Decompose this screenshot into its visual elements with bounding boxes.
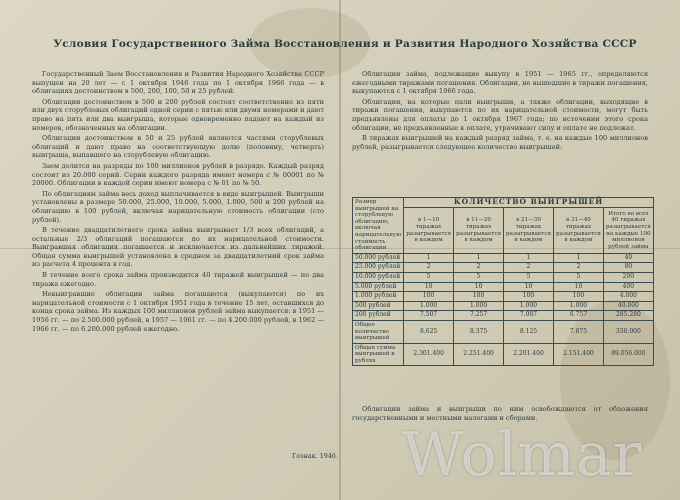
- paragraph: В тиражах выигрышей на каждый разряд займа, т. е. на каждые 100 миллионов рублей, разыгрывается следующее количество выигрышей:: [352, 134, 648, 151]
- paragraph: Облигации достоинством в 500 и 200 рублей состоят соответственно из пяти или двух сторублевых облигаций одной серии с пятью или двумя номерами и дают право на пять или два выигрыша, которые одновременно падают на каждый из номеров, обозначенных на облигации.: [32, 97, 324, 132]
- paragraph: Невыигравшие облигации займа погашаются (выкупаются) по их нарицательной стоимости с 1 октября 1951 года в течение 15 лет, оставшихся до конца срока займа. Из каждых 100 миллионов рублей займа выкупается: в 1951 — 1956 гг. — по 2.500.000 рублей, в 1957 — 1961 гг. — по 4.200.000 рублей, в 1962 — 1966 гг. — по 6.200.000 рублей ежегодно.: [32, 290, 324, 333]
- table-cell: 2.201.400: [504, 343, 554, 366]
- table-cell: 5: [404, 272, 454, 282]
- vertical-fold: [339, 0, 341, 500]
- table-cell: 1.000: [553, 301, 603, 311]
- table-cell: 1: [404, 253, 454, 263]
- table-summary-row: [353, 320, 654, 343]
- table-cell: Общая сумма выигрышей в рублях: [353, 343, 404, 366]
- table-cell: 1: [504, 253, 554, 263]
- table-cell: 2.151.400: [553, 343, 603, 366]
- table-cell: 100: [504, 292, 554, 302]
- document-title: Условия Государственного Займа Восстановления и Развития Народного Хозяйства СССР: [53, 38, 637, 50]
- table-col-header: в 31—40 тиражах разыгрывается в каждом: [553, 208, 603, 254]
- table-cell: 285.280: [603, 311, 653, 321]
- paragraph: Государственный Заем Восстановления и Развития Народного Хозяйства СССР выпущен на 20 лет — с 1 октября 1946 года по 1 октября 1966 года — в облигациях достоинством в 500, 200, 100, 50 и 25 рублей.: [32, 70, 324, 96]
- table-cell: 10: [504, 282, 554, 292]
- table-cell: 1: [553, 253, 603, 263]
- table-cell: 200: [603, 272, 653, 282]
- paragraph: По облигациям займа весь доход выплачивается в виде выигрышей. Выигрыши установлены в размере 50.000, 25.000, 10.000, 5.000, 1.000, 500 и 200 рублей на облигацию в 100 рублей, включая нарицательную стоимость облигации (сто рублей).: [32, 189, 324, 224]
- table-cell: 5.000 рублей: [353, 282, 404, 292]
- table-cell: 1.000: [404, 301, 454, 311]
- printer-imprint: Гознак. 1946.: [292, 452, 338, 460]
- table-cell: 2.251.400: [454, 343, 504, 366]
- table-cell: Общее количество выигрышей: [353, 320, 404, 343]
- table-cell: 400: [603, 282, 653, 292]
- table-row: [353, 282, 654, 292]
- table-row: [353, 311, 654, 321]
- table-cell: 25.000 рублей: [353, 263, 404, 273]
- table-col-header: Размер выигрышей на сторублевую облигацию, включая нарицательную стоимость облигации: [353, 198, 404, 254]
- table-cell: 1.000 рублей: [353, 292, 404, 302]
- table-col-header: в 11—20 тиражах разыгрывается в каждом: [454, 208, 504, 254]
- table-cell: 1.000: [454, 301, 504, 311]
- watermark-logo: Wolmar: [402, 420, 643, 490]
- table-row: [353, 253, 654, 263]
- paragraph: Облигации займа, подлежащие выкупу в 1951 — 1965 гг., определяются ежегодными тиражами погашения. Облигации, не вышедшие в тиражи погашения, выкупаются с 1 октября 1966 года.: [352, 70, 648, 96]
- table-cell: 2: [553, 263, 603, 273]
- table-cell: 2: [454, 263, 504, 273]
- table-cell: 6.757: [553, 311, 603, 321]
- tax-exemption-paragraph: Облигации займа и выигрыши по ним освобождаются от обложения государственными и местными налогами и сборами.: [352, 405, 648, 422]
- table-summary-row: [353, 343, 654, 366]
- table-cell: 500 рублей: [353, 301, 404, 311]
- table-cell: 8.375: [454, 320, 504, 343]
- right-column: [352, 70, 648, 153]
- table-cell: 100: [454, 292, 504, 302]
- paragraph: В течение двадцатилетнего срока займа выигрывает 1/3 всех облигаций, а остальные 2/3 облигаций погашаются по их нарицательной стоимости. Выигравшая облигация погашается и исключается из дальнейших тиражей. Общая сумма выигрышей установлена в среднем за двадцатилетний срок займа из расчета 4 процента в год.: [32, 226, 324, 269]
- table-group-header: КОЛИЧЕСТВО ВЫИГРЫШЕЙ: [404, 198, 654, 208]
- table-cell: 10: [454, 282, 504, 292]
- table-cell: 1.000: [504, 301, 554, 311]
- table-cell: 5: [504, 272, 554, 282]
- table-cell: 7.875: [553, 320, 603, 343]
- paragraph: Облигации, на которые пали выигрыши, а также облигации, выходящие в тиражи погашения, выкупаются по их нарицательной стоимости, могут быть предъявлены для оплаты до 1 октября 1967 года; по истечении этого срока облигации, не предъявленные к оплате, утрачивают силу и оплате не подлежат.: [352, 97, 648, 132]
- table-cell: 200 рублей: [353, 311, 404, 321]
- table-cell: 8.125: [504, 320, 554, 343]
- table-col-header: в 1—10 тиражах разыгрывается в каждом: [404, 208, 454, 254]
- table-cell: 40: [603, 253, 653, 263]
- table-cell: 2: [404, 263, 454, 273]
- table-row: [353, 263, 654, 273]
- table-cell: 100: [553, 292, 603, 302]
- table-cell: 50.000 рублей: [353, 253, 404, 263]
- table-cell: 7.007: [504, 311, 554, 321]
- table-cell: 7.507: [404, 311, 454, 321]
- table-cell: 8.625: [404, 320, 454, 343]
- table-cell: 10: [553, 282, 603, 292]
- paragraph: Заем делится на разряды по 100 миллионов рублей в разряде. Каждый разряд состоит из 20.000 серий. Серии каждого разряда имеют номера с № 00001 по № 20000. Облигации в каждой серии имеют номера с № 01 по № 50.: [32, 161, 324, 188]
- table-cell: 2.301.400: [404, 343, 454, 366]
- table-cell: 7.257: [454, 311, 504, 321]
- table-col-header: Итого во всех 40 тиражах разыгрывается на каждые 100 миллионов рублей займа: [603, 208, 653, 254]
- table-cell: 4.000: [603, 292, 653, 302]
- paragraph: Облигации достоинством в 50 и 25 рублей являются частями сторублевых облигаций и дают право на соответствующую долю (половину, четверть) выигрыша, выпавшего на сторублевую облигацию.: [32, 134, 324, 160]
- table-cell: 5: [454, 272, 504, 282]
- table-cell: 100: [404, 292, 454, 302]
- table-cell: 89.056.000: [603, 343, 653, 366]
- table-row: [353, 301, 654, 311]
- table-cell: 1: [454, 253, 504, 263]
- table-cell: 2: [504, 263, 554, 273]
- table-cell: 80: [603, 263, 653, 273]
- table-cell: 10.000 рублей: [353, 272, 404, 282]
- table-row: [353, 272, 654, 282]
- prize-table: [352, 197, 654, 366]
- table-cell: 40.000: [603, 301, 653, 311]
- table-cell: 5: [553, 272, 603, 282]
- table-cell: 10: [404, 282, 454, 292]
- paragraph: В течение всего срока займа производится 40 тиражей выигрышей — по два тиража ежегодно.: [32, 271, 324, 288]
- table-col-header: в 21—30 тиражах разыгрывается в каждом: [504, 208, 554, 254]
- left-column: [32, 70, 324, 335]
- table-cell: 330.000: [603, 320, 653, 343]
- table-row: [353, 292, 654, 302]
